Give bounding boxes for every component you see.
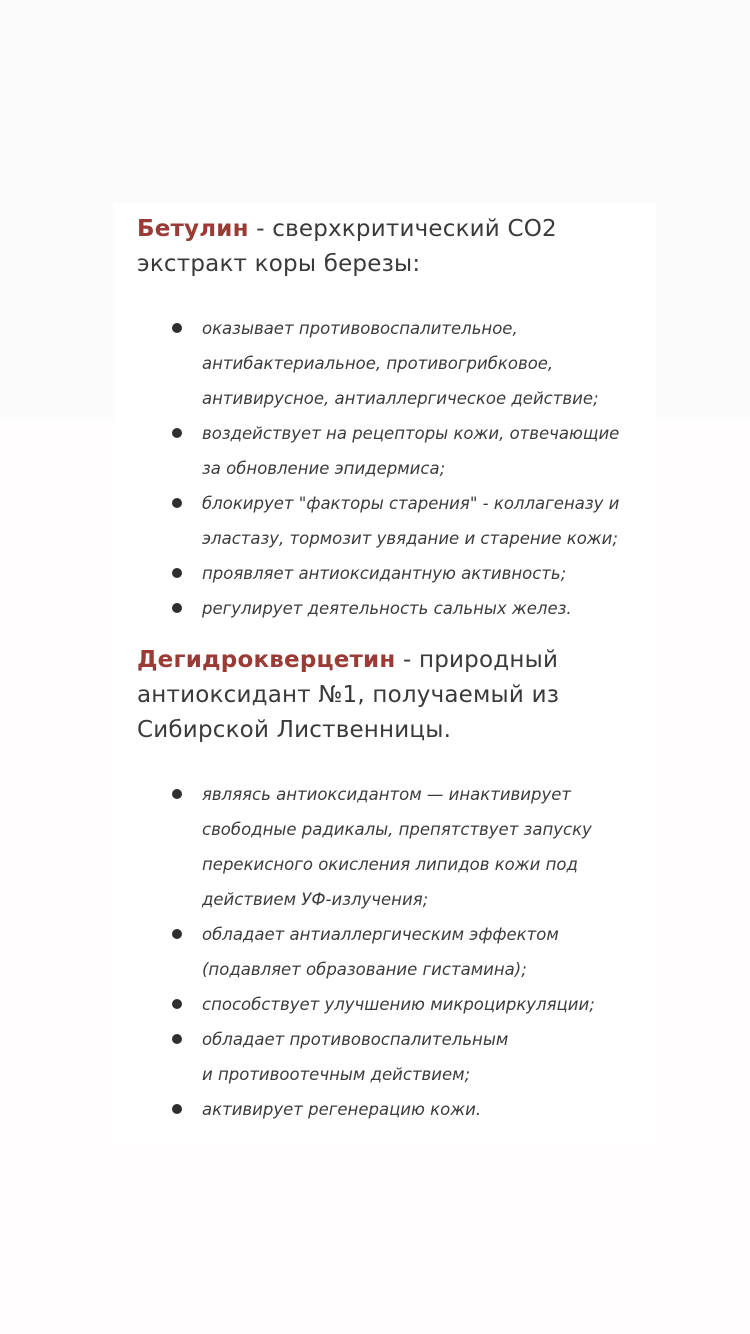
bullet-icon <box>172 568 182 578</box>
betulin-benefits-list <box>172 311 642 626</box>
list-item-text: блокирует "факторы старения" - коллагеназу и эластазу, тормозит увядание и старение кожи; <box>202 494 620 548</box>
betulin-heading <box>137 212 597 282</box>
list-item <box>172 1022 642 1092</box>
bullet-icon <box>172 999 182 1009</box>
list-item <box>172 777 642 917</box>
list-item <box>172 416 642 486</box>
list-item-text: обладает противовоспалительным и противоотечным действием; <box>202 1030 509 1084</box>
list-item-text: являясь антиоксидантом — инактивирует свободные радикалы, препятствует запуску перекисного окисления липидов кожи под действием УФ-излучения; <box>202 785 592 909</box>
list-item-text: способствует улучшению микроциркуляции; <box>202 995 595 1014</box>
dihydroquercetin-term: Дегидрокверцетин <box>137 647 396 673</box>
list-item <box>172 486 642 556</box>
list-item <box>172 591 642 626</box>
list-item <box>172 311 642 416</box>
list-item <box>172 917 642 987</box>
list-item-text: обладает антиаллергическим эффектом (подавляет образование гистамина); <box>202 925 559 979</box>
list-item-text: проявляет антиоксидантную активность; <box>202 564 567 583</box>
bullet-icon <box>172 1104 182 1114</box>
bullet-icon <box>172 428 182 438</box>
dihydroquercetin-benefits-list <box>172 777 642 1127</box>
bullet-icon <box>172 323 182 333</box>
bullet-icon <box>172 603 182 613</box>
dihydroquercetin-heading <box>137 643 617 748</box>
betulin-term: Бетулин <box>137 216 249 242</box>
list-item <box>172 1092 642 1127</box>
bullet-icon <box>172 1034 182 1044</box>
betulin-description: - сверхкритический СО2 экстракт коры березы: <box>137 216 557 277</box>
list-item-text: регулирует деятельность сальных желез. <box>202 599 572 618</box>
list-item-text: оказывает противовоспалительное, антибактериальное, противогрибковое, антивирусное, антиаллергическое действие; <box>202 319 599 408</box>
list-item <box>172 556 642 591</box>
list-item-text: активирует регенерацию кожи. <box>202 1100 482 1119</box>
list-item <box>172 987 642 1022</box>
bullet-icon <box>172 929 182 939</box>
bullet-icon <box>172 789 182 799</box>
list-item-text: воздействует на рецепторы кожи, отвечающие за обновление эпидермиса; <box>202 424 620 478</box>
bullet-icon <box>172 498 182 508</box>
dihydroquercetin-description: - природный антиоксидант №1, получаемый из Сибирской Лиственницы. <box>137 647 560 743</box>
